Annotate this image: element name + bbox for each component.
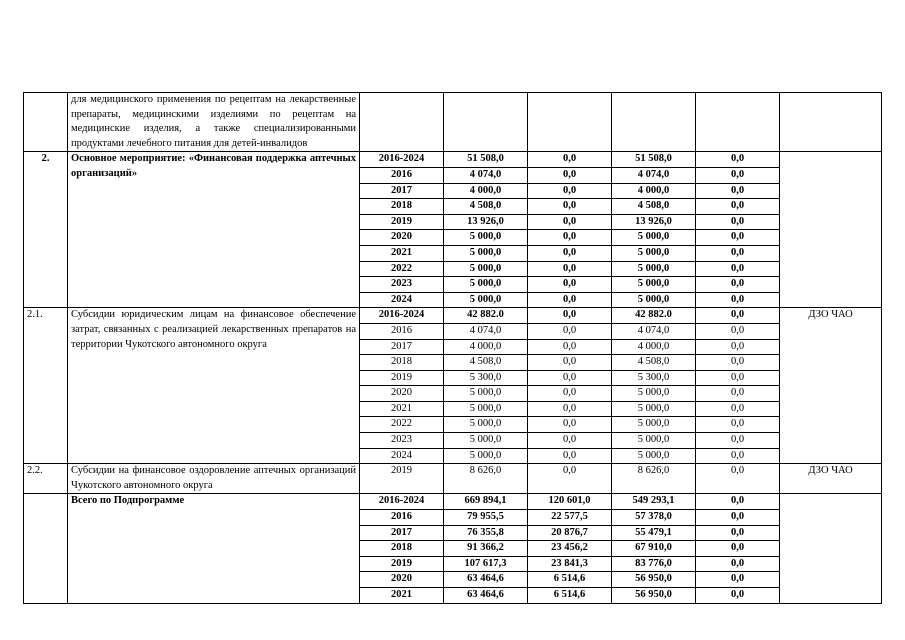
section-title: Всего по Подпрограмме [68, 494, 360, 603]
cell-total: 13 926,0 [444, 214, 528, 230]
cell-okr: 5 000,0 [612, 386, 696, 402]
cell-other: 0,0 [696, 308, 780, 324]
intro-empty-cell [528, 93, 612, 152]
cell-okr: 4 508,0 [612, 355, 696, 371]
cell-year: 2019 [360, 556, 444, 572]
cell-year: 2020 [360, 230, 444, 246]
cell-fed: 0,0 [528, 261, 612, 277]
cell-year: 2016-2024 [360, 308, 444, 324]
cell-year: 2022 [360, 417, 444, 433]
cell-other: 0,0 [696, 464, 780, 494]
cell-total: 91 366,2 [444, 541, 528, 557]
cell-other: 0,0 [696, 494, 780, 510]
cell-total: 4 074,0 [444, 323, 528, 339]
cell-fed: 0,0 [528, 370, 612, 386]
cell-okr: 42 882.0 [612, 308, 696, 324]
cell-year: 2017 [360, 339, 444, 355]
cell-okr: 5 000,0 [612, 261, 696, 277]
cell-okr: 4 000,0 [612, 339, 696, 355]
cell-fed: 0,0 [528, 355, 612, 371]
cell-okr: 8 626,0 [612, 464, 696, 494]
table-row [24, 464, 882, 494]
budget-table-page [23, 92, 881, 604]
cell-other: 0,0 [696, 572, 780, 588]
cell-okr: 5 000,0 [612, 401, 696, 417]
cell-okr: 56 950,0 [612, 572, 696, 588]
cell-total: 76 355,8 [444, 525, 528, 541]
cell-fed: 0,0 [528, 214, 612, 230]
cell-total: 5 000,0 [444, 230, 528, 246]
section-title: Основное мероприятие: «Финансовая поддержка аптечных организаций» [68, 152, 360, 308]
cell-total: 5 300,0 [444, 370, 528, 386]
cell-fed: 0,0 [528, 401, 612, 417]
cell-fed: 0,0 [528, 245, 612, 261]
cell-year: 2024 [360, 448, 444, 464]
budget-table [23, 92, 882, 604]
cell-total: 5 000,0 [444, 386, 528, 402]
cell-total: 5 000,0 [444, 433, 528, 449]
cell-fed: 20 876,7 [528, 525, 612, 541]
cell-fed: 6 514,6 [528, 572, 612, 588]
cell-fed: 0,0 [528, 386, 612, 402]
cell-fed: 0,0 [528, 433, 612, 449]
cell-other: 0,0 [696, 541, 780, 557]
cell-year: 2024 [360, 292, 444, 308]
cell-year: 2019 [360, 214, 444, 230]
intro-empty-cell [780, 93, 882, 152]
cell-okr: 51 508,0 [612, 152, 696, 168]
cell-total: 5 000,0 [444, 417, 528, 433]
cell-other: 0,0 [696, 433, 780, 449]
cell-year: 2023 [360, 277, 444, 293]
cell-year: 2018 [360, 355, 444, 371]
cell-okr: 4 074,0 [612, 323, 696, 339]
cell-total: 5 000,0 [444, 277, 528, 293]
cell-other: 0,0 [696, 556, 780, 572]
cell-fed: 0,0 [528, 292, 612, 308]
cell-other: 0,0 [696, 261, 780, 277]
section-number: 2.1. [24, 308, 68, 464]
cell-total: 5 000,0 [444, 245, 528, 261]
cell-okr: 5 300,0 [612, 370, 696, 386]
intro-number-cell [24, 93, 68, 152]
cell-okr: 67 910,0 [612, 541, 696, 557]
cell-fed: 0,0 [528, 323, 612, 339]
cell-okr: 5 000,0 [612, 230, 696, 246]
cell-okr: 4 074,0 [612, 167, 696, 183]
cell-year: 2017 [360, 525, 444, 541]
cell-other: 0,0 [696, 355, 780, 371]
cell-okr: 5 000,0 [612, 245, 696, 261]
budget-table-body [24, 93, 882, 604]
cell-okr: 57 378,0 [612, 510, 696, 526]
cell-year: 2020 [360, 386, 444, 402]
table-row [24, 308, 882, 324]
cell-total: 4 000,0 [444, 339, 528, 355]
cell-total: 42 882.0 [444, 308, 528, 324]
cell-fed: 6 514,6 [528, 588, 612, 604]
cell-year: 2017 [360, 183, 444, 199]
cell-fed: 0,0 [528, 199, 612, 215]
cell-fed: 0,0 [528, 230, 612, 246]
cell-total: 4 508,0 [444, 199, 528, 215]
cell-other: 0,0 [696, 183, 780, 199]
cell-year: 2022 [360, 261, 444, 277]
cell-other: 0,0 [696, 339, 780, 355]
cell-year: 2016-2024 [360, 494, 444, 510]
intro-empty-cell [360, 93, 444, 152]
cell-total: 5 000,0 [444, 448, 528, 464]
cell-other: 0,0 [696, 588, 780, 604]
cell-other: 0,0 [696, 292, 780, 308]
cell-total: 51 508,0 [444, 152, 528, 168]
cell-okr: 56 950,0 [612, 588, 696, 604]
cell-okr: 5 000,0 [612, 292, 696, 308]
cell-year: 2021 [360, 245, 444, 261]
section-executor: ДЗО ЧАО [780, 308, 882, 464]
cell-other: 0,0 [696, 167, 780, 183]
cell-total: 4 000,0 [444, 183, 528, 199]
section-executor: ДЗО ЧАО [780, 464, 882, 494]
cell-total: 63 464,6 [444, 588, 528, 604]
cell-other: 0,0 [696, 199, 780, 215]
cell-year: 2021 [360, 588, 444, 604]
table-row [24, 494, 882, 510]
cell-okr: 4 000,0 [612, 183, 696, 199]
cell-total: 5 000,0 [444, 261, 528, 277]
cell-other: 0,0 [696, 152, 780, 168]
intro-row [24, 93, 882, 152]
cell-fed: 23 841,3 [528, 556, 612, 572]
cell-fed: 23 456,2 [528, 541, 612, 557]
cell-year: 2021 [360, 401, 444, 417]
cell-okr: 5 000,0 [612, 277, 696, 293]
cell-year: 2019 [360, 370, 444, 386]
section-title: Субсидии юридическим лицам на финансовое обеспечение затрат, связанных с реализацией лекарственных препаратов на территории Чукотского автономного округа [68, 308, 360, 464]
cell-year: 2020 [360, 572, 444, 588]
cell-total: 107 617,3 [444, 556, 528, 572]
cell-total: 5 000,0 [444, 401, 528, 417]
cell-okr: 4 508,0 [612, 199, 696, 215]
cell-okr: 5 000,0 [612, 417, 696, 433]
cell-okr: 83 776,0 [612, 556, 696, 572]
cell-fed: 0,0 [528, 339, 612, 355]
section-title: Субсидии на финансовое оздоровление аптечных организаций Чукотского автономного округа [68, 464, 360, 494]
cell-fed: 0,0 [528, 448, 612, 464]
cell-okr: 13 926,0 [612, 214, 696, 230]
intro-empty-cell [612, 93, 696, 152]
cell-other: 0,0 [696, 417, 780, 433]
cell-other: 0,0 [696, 401, 780, 417]
cell-other: 0,0 [696, 448, 780, 464]
cell-other: 0,0 [696, 277, 780, 293]
cell-okr: 549 293,1 [612, 494, 696, 510]
cell-okr: 5 000,0 [612, 448, 696, 464]
cell-other: 0,0 [696, 323, 780, 339]
cell-year: 2016-2024 [360, 152, 444, 168]
cell-total: 5 000,0 [444, 292, 528, 308]
cell-fed: 0,0 [528, 152, 612, 168]
cell-fed: 0,0 [528, 167, 612, 183]
cell-fed: 0,0 [528, 183, 612, 199]
cell-fed: 0,0 [528, 308, 612, 324]
cell-fed: 0,0 [528, 464, 612, 494]
section-number: 2.2. [24, 464, 68, 494]
cell-year: 2018 [360, 541, 444, 557]
intro-empty-cell [444, 93, 528, 152]
cell-other: 0,0 [696, 230, 780, 246]
cell-total: 63 464,6 [444, 572, 528, 588]
intro-empty-cell [696, 93, 780, 152]
cell-other: 0,0 [696, 214, 780, 230]
cell-year: 2023 [360, 433, 444, 449]
cell-other: 0,0 [696, 510, 780, 526]
section-number: 2. [24, 152, 68, 308]
cell-okr: 55 479,1 [612, 525, 696, 541]
table-row [24, 152, 882, 168]
cell-other: 0,0 [696, 386, 780, 402]
section-executor [780, 152, 882, 308]
cell-other: 0,0 [696, 525, 780, 541]
cell-year: 2018 [360, 199, 444, 215]
intro-text: для медицинского применения по рецептам на лекарственные препараты, медицинскими изделиями по рецептам на медицинские изделия, а также специализированными продуктами лечебного питания для детей-инвалидов [68, 93, 360, 152]
cell-year: 2019 [360, 464, 444, 494]
cell-other: 0,0 [696, 370, 780, 386]
section-executor [780, 494, 882, 603]
cell-other: 0,0 [696, 245, 780, 261]
cell-fed: 0,0 [528, 417, 612, 433]
cell-total: 4 074,0 [444, 167, 528, 183]
cell-total: 8 626,0 [444, 464, 528, 494]
cell-fed: 120 601,0 [528, 494, 612, 510]
section-number [24, 494, 68, 603]
cell-total: 79 955,5 [444, 510, 528, 526]
cell-total: 669 894,1 [444, 494, 528, 510]
cell-fed: 0,0 [528, 277, 612, 293]
cell-okr: 5 000,0 [612, 433, 696, 449]
cell-year: 2016 [360, 167, 444, 183]
cell-year: 2016 [360, 323, 444, 339]
cell-total: 4 508,0 [444, 355, 528, 371]
cell-year: 2016 [360, 510, 444, 526]
cell-fed: 22 577,5 [528, 510, 612, 526]
